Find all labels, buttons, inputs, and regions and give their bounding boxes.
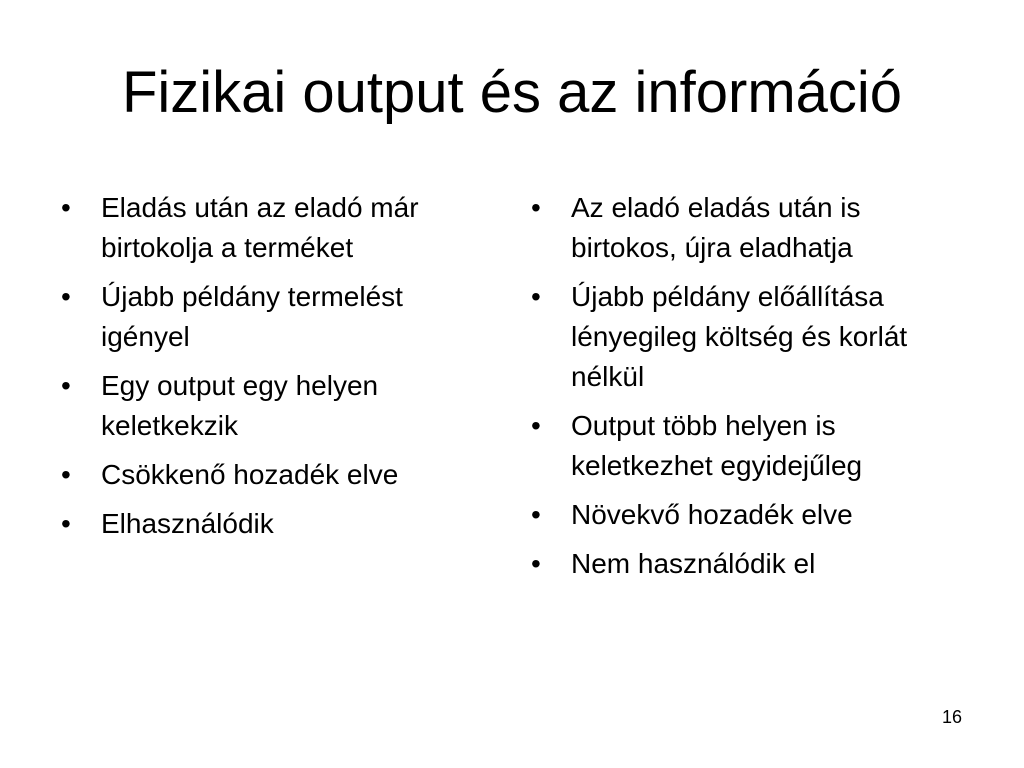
bullet-icon: • bbox=[61, 192, 71, 223]
bullet-icon: • bbox=[61, 508, 71, 539]
list-item bbox=[527, 544, 967, 584]
list-item bbox=[57, 366, 497, 446]
list-item-text: Növekvő hozadék elve bbox=[571, 499, 853, 530]
bullet-icon: • bbox=[531, 192, 541, 223]
list-item bbox=[57, 504, 497, 544]
bullet-icon: • bbox=[531, 499, 541, 530]
list-item-text: Csökkenő hozadék elve bbox=[101, 459, 399, 490]
list-item-text: Output több helyen is keletkezhet egyidejűleg bbox=[571, 410, 863, 481]
bullet-icon: • bbox=[61, 459, 71, 490]
list-item-text: Újabb példány előállítása lényegileg költség és korlát nélkül bbox=[571, 281, 908, 392]
bullet-icon: • bbox=[61, 370, 71, 401]
bullet-icon: • bbox=[61, 281, 71, 312]
list-item-text: Az eladó eladás után is birtokos, újra eladhatja bbox=[571, 192, 861, 263]
list-item-text: Elhasználódik bbox=[101, 508, 274, 539]
list-item-text: Újabb példány termelést igényel bbox=[101, 281, 403, 352]
left-bullet-list bbox=[57, 188, 497, 553]
list-item bbox=[527, 277, 967, 397]
bullet-icon: • bbox=[531, 281, 541, 312]
list-item bbox=[57, 455, 497, 495]
list-item-text: Nem használódik el bbox=[571, 548, 816, 579]
list-item bbox=[527, 495, 967, 535]
list-item bbox=[57, 188, 497, 268]
bullet-icon: • bbox=[531, 548, 541, 579]
list-item-text: Eladás után az eladó már birtokolja a terméket bbox=[101, 192, 419, 263]
right-bullet-list bbox=[527, 188, 967, 593]
list-item bbox=[57, 277, 497, 357]
list-item bbox=[527, 406, 967, 486]
slide-title: Fizikai output és az információ bbox=[121, 60, 903, 125]
list-item-text: Egy output egy helyen keletkekzik bbox=[101, 370, 379, 441]
list-item bbox=[527, 188, 967, 268]
bullet-icon: • bbox=[531, 410, 541, 441]
page-number: 16 bbox=[941, 707, 962, 727]
